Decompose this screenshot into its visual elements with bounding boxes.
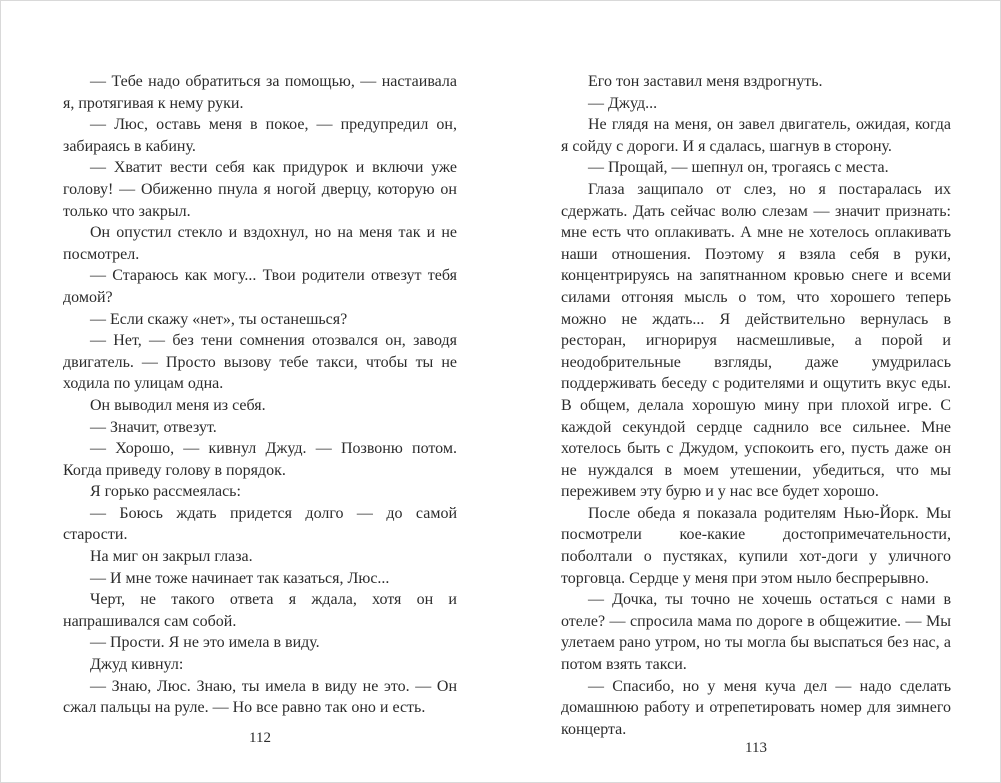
paragraph: — Прощай, — шепнул он, трогаясь с места. xyxy=(588,159,889,177)
paragraph: Не глядя на меня, он завел двигатель, ожидая, когда я сойду с дороги. И я сдалась, шагнув в сторону. xyxy=(561,116,951,155)
paragraph: — И мне тоже начинает так казаться, Люс... xyxy=(90,569,390,587)
paragraph: — Тебе надо обратиться за помощью, — настаивала я, протягивая к нему руки. xyxy=(63,73,457,112)
paragraph: Черт, не такого ответа я ждала, хотя он и напрашивался сам собой. xyxy=(63,591,457,630)
right-page-number: 113 xyxy=(745,740,767,757)
paragraph: Джуд кивнул: xyxy=(90,656,184,674)
paragraph: — Боюсь ждать придется долго — до самой старости. xyxy=(63,504,457,544)
paragraph: Я горько рассмеялась: xyxy=(90,483,241,501)
paragraph: После обеда я показала родителям Нью-Йорк. Мы посмотрели кое-какие достопримечательности, поболтали о пустяках, купили хот-доги у уличного торговца. Сердце у меня при этом ныло беспрерывно. xyxy=(561,504,951,587)
paragraph: — Хватит вести себя как придурок и включи уже голову! — Обиженно пнула я ногой дверцу, которую он только что закрыл. xyxy=(63,159,457,220)
right-page-text xyxy=(561,71,951,740)
pages-container xyxy=(63,71,951,757)
paragraph: Его тон заставил меня вздрогнуть. xyxy=(588,73,823,90)
paragraph: — Прости. Я не это имела в виду. xyxy=(90,634,320,652)
paragraph: — Если скажу «нет», ты останешься? xyxy=(90,310,348,328)
left-page-text xyxy=(63,71,457,719)
paragraph: — Нет, — без тени сомнения отозвался он, заводя двигатель. — Просто вызову тебе такси, чтобы ты не ходила по улицам одна. xyxy=(63,332,457,393)
paragraph: — Хорошо, — кивнул Джуд. — Позвоню потом. Когда приведу голову в порядок. xyxy=(63,440,457,479)
paragraph: — Стараюсь как могу... Твои родители отвезут тебя домой? xyxy=(63,267,457,306)
paragraph: — Джуд... xyxy=(588,94,658,112)
paragraph: — Значит, отвезут. xyxy=(90,418,217,436)
paragraph: Он выводил меня из себя. xyxy=(90,396,266,414)
paragraph: — Люс, оставь меня в покое, — предупредил он, забираясь в кабину. xyxy=(63,116,457,155)
paragraph: — Дочка, ты точно не хочешь остаться с нами в отеле? — спросила мама по дороге в общежитие. — Мы улетаем рано утром, но ты могла бы выспаться без нас, а потом взять такси. xyxy=(561,591,951,674)
paragraph: — Спасибо, но у меня куча дел — надо сделать домашнюю работу и отрепетировать номер для зимнего концерта. xyxy=(561,677,951,738)
right-page xyxy=(561,71,951,757)
paragraph: Он опустил стекло и вздохнул, но на меня так и не посмотрел. xyxy=(63,224,457,263)
left-page xyxy=(63,71,457,749)
paragraph: Глаза защипало от слез, но я постаралась их сдержать. Дать сейчас волю слезам — значит признать: мне есть что оплакивать. А мне не хотелось оплакивать наши отношения. Поэтому я взяла себя в руки, концентрируясь на запятнанном кровью снеге и всеми силами отгоняя мысль о том, что хорошего теперь можно не ждать... Я действительно вернулась в ресторан, игнорируя насмешливые, а порой и неодобрительные взгляды, даже умудрилась поддерживать беседу с родителями и ощутить вкус еды. В общем, делала хорошую мину при плохой игре. С каждой секундой сердце саднило все сильнее. Мне хотелось быть с Джудом, успокоить его, пусть даже он не нуждался в моем утешении, убедиться, что мы переживем эту бурю и у нас все будет хорошо. xyxy=(561,180,951,501)
paragraph: На миг он закрыл глаза. xyxy=(90,548,253,566)
paragraph: — Знаю, Люс. Знаю, ты имела в виду не это. — Он сжал пальцы на руле. — Но все равно так оно и есть. xyxy=(63,677,457,717)
left-page-number: 112 xyxy=(249,730,271,746)
